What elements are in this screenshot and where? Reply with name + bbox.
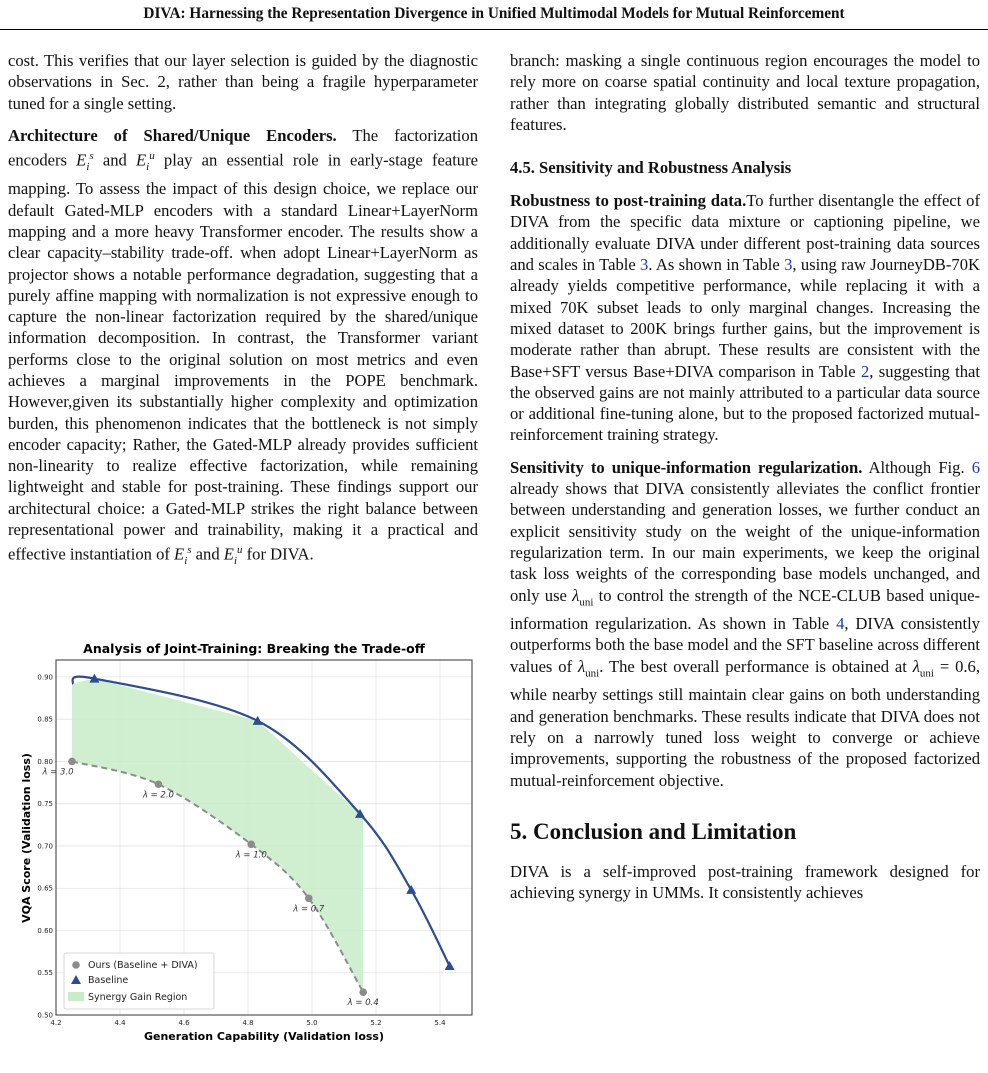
trade-off-figure [14,638,474,1048]
x-axis-label: Generation Capability (Validation loss) [143,1030,385,1043]
left-column [8,50,478,573]
table-ref[interactable]: 3 [640,255,649,275]
y-tick-label: 0.60 [37,926,53,935]
baseline-point [445,961,455,970]
lambda-label: λ = 0.4 [347,998,379,1009]
subsection-heading: 4.5. Sensitivity and Robustness Analysis [510,158,792,178]
legend-ours-label: Ours (Baseline + DIVA) [88,960,198,971]
ours-point [305,895,313,903]
x-tick-label: 5.0 [306,1019,318,1027]
table-ref[interactable]: 3 [784,255,793,275]
right-paragraph-4: DIVA is a self-improved post-training framework designed for achieving synergy in UMMs. It consistently achieves [510,861,980,903]
text: and [93,150,137,170]
y-tick-label: 0.90 [37,673,53,682]
left-paragraph-1: cost. This verifies that our layer selection is guided by the diagnostic observations in Sec. 2, rather than being a fragile hyperparameter tuned for a single setting. [8,51,478,113]
x-tick-label: 4.4 [114,1019,126,1027]
synergy-gain-region [72,679,363,993]
text: , suggesting that the observed gains are not mainly attributed to a particular data source or additional fine-tuning alone, but to the proposed factorized mutual-reinforcement training strategy. [510,361,980,445]
lambda-label: λ = 3.0 [42,767,74,778]
legend-baseline-label: Baseline [88,975,129,986]
text: Although Fig. [862,457,972,477]
legend-region-label: Synergy Gain Region [88,992,188,1003]
right-paragraph-2 [510,190,980,446]
table-ref[interactable]: 2 [861,361,870,381]
ours-point [68,758,76,766]
text: play an essential role in early-stage feature mapping. To assess the impact of this design choice, we replace our default Gated-MLP encoders with a standard Linear+LayerNorm mapping and a more heavy Transformer encoder. The results show a clear capacity–stability trade-off. when adopt Linear+LayerNorm as projector shows a notable performance degradation, suggesting that a purely affine mapping with normalization is not expressive enough to capture the non-linear factorization required by the shared/unique information decomposition. In contrast, the Transformer variant performs close to the original solution on most metrics and even achieves a marginal improvements in the POPE benchmark. However,given its substantially higher complexity and optimization burden, this phenomenon indicates that the bottleneck is not simply encoder capacity; Rather, the Gated-MLP already provides sufficient non-linearity to realize effective factorization, while remaining lightweight and stable for post-training. These findings support our architectural choice: a Gated-MLP strikes the right balance between representational power and trainability, making it a practical and effective instantiation of [8,150,478,564]
text: . As shown in Table [648,255,785,275]
lambda-label: λ = 0.7 [293,904,325,915]
text: , using raw JourneyDB-70K already yields competitive performance, while replacing it with a mixed 70K subset leads to only marginal changes. Increasing the mixed dataset to 200K brings further gains, but the improvement is moderate rather than abrupt. These results are consistent with the Base+SFT versus Base+DIVA comparison in Table [510,255,980,381]
left-paragraph-2: Architecture of Shared/Unique Encoders. The factorization encoders $E_i^s$ and $E_i^u$ play an essential role in early-stage feature mapping. To assess the impact of this design choice, we replace our default Gated-MLP encoders with a standard Linear+LayerNorm mapping and a more heavy Transformer encoder. The results show a clear capacity–stability trade-off. when adopt Linear+LayerNorm as projector shows a notable performance degradation, suggesting that a purely affine mapping with normalization is not expressive enough to capture the non-linear factorization required by the shared/unique information decomposition. In contrast, the Transformer variant performs close to the original solution on most metrics and even achieves a marginal improvements in the POPE benchmark. However,given its substantially higher complexity and optimization burden, this phenomenon indicates that the bottleneck is not simply encoder capacity; Rather, the Gated-MLP already provides sufficient non-linearity to realize effective factorization, while remaining lightweight and stable for post-training. These findings support our architectural choice: a Gated-MLP strikes the right balance between representational power and trainability, making it a practical and effective instantiation of $E_i^s$ and $E_i^u$ for DIVA. [8,125,479,568]
architecture-heading: Architecture of Shared/Unique Encoders. [8,125,337,145]
y-tick-label: 0.80 [37,757,53,766]
sensitivity-heading: Sensitivity to unique-information regularization. [510,457,863,477]
ours-point [155,780,163,788]
x-tick-label: 4.6 [178,1019,190,1027]
right-paragraph-3: Sensitivity to unique-information regularization. Although Fig. 6 already shows that DIVA consistently alleviates the conflict frontier between understanding and generation losses, we further conduct an explicit sensitivity study on the weight of the unique-information regularization term. In our main experiments, we keep the original task loss weights of the corresponding base models unchanged, and only use $\lambda_{uni}$ to control the strength of the NCE-CLUB based unique-information regularization. As shown in Table 4, DIVA consistently outperforms both the base model and the SFT baseline across different values of $\lambda_{uni}$. The best overall performance is obtained at $\lambda_{uni} = 0.6$, while nearby settings still maintain clear gains on both understanding and generation benchmarks. These results indicate that DIVA does not rely on a narrowly tuned loss weight to converge or achieve improvements, supporting the robustness of the proposed factorized mutual-reinforcement objective. [510,457,981,790]
text: and [191,544,224,564]
figure-ref[interactable]: 6 [971,457,980,477]
text: To further disentangle the effect of DIVA from the specific data mixture or captioning pipeline, we additionally evaluate DIVA under different post-training data sources and scales in Table [510,191,980,275]
x-tick-label: 5.2 [370,1019,382,1027]
x-tick-label: 4.2 [50,1019,62,1027]
x-tick-label: 4.8 [242,1019,254,1027]
x-tick-label: 5.4 [434,1019,446,1027]
y-tick-label: 0.55 [37,969,53,978]
baseline-point [406,885,416,894]
legend-region-swatch [68,992,84,1001]
ours-point [247,840,255,848]
text: . The best overall performance is obtained at [599,656,913,676]
y-tick-label: 0.65 [37,884,53,893]
y-tick-label: 0.70 [37,842,53,851]
table-ref[interactable]: 4 [836,614,845,634]
robustness-heading: Robustness to post-training data. [510,191,747,211]
text: already shows that DIVA consistently alleviates the conflict frontier between understanding and generation losses, we further conduct an explicit sensitivity study on the weight of the unique-information regularization term. In our main experiments, we keep the original task loss weights of the corresponding base models unchanged, and only use [510,479,980,605]
lambda-label: λ = 2.0 [142,790,174,801]
right-paragraph-1: branch: masking a single continuous region encourages the model to rely more on coarse spatial continuity and local texture propagation, rather than integrating globally distributed semantic and structural features. [510,51,980,134]
chart-title: Analysis of Joint-Training: Breaking the Trade-off [83,641,425,656]
lambda-label: λ = 1.0 [235,850,267,861]
text: to control the strength of the NCE-CLUB based unique-information regularization. As shown in Table [510,585,980,634]
legend-ours-marker [72,961,80,969]
y-tick-label: 0.75 [37,800,53,809]
y-tick-label: 0.85 [37,715,53,724]
text: , while nearby settings still maintain clear gains on both understanding and generation benchmarks. These results indicate that DIVA does not rely on a narrowly tuned loss weight to converge or achieve improvements, supporting the robustness of the proposed factorized mutual-reinforcement objective. [510,656,980,790]
ours-point [359,988,367,996]
trade-off-chart [14,638,474,1048]
right-column [510,50,980,903]
text: for DIVA. [242,544,314,564]
y-tick-label: 0.50 [37,1011,53,1020]
y-axis-label: VQA Score (Validation loss) [20,753,33,923]
text: The factorization encoders [8,125,479,170]
running-header: DIVA: Harnessing the Representation Divergence in Unified Multimodal Models for Mutual Reinforcement [0,0,988,30]
text: , DIVA consistently outperforms both the base model and the SFT baseline across different values of [510,614,981,676]
section-heading: 5. Conclusion and Limitation [510,818,797,844]
